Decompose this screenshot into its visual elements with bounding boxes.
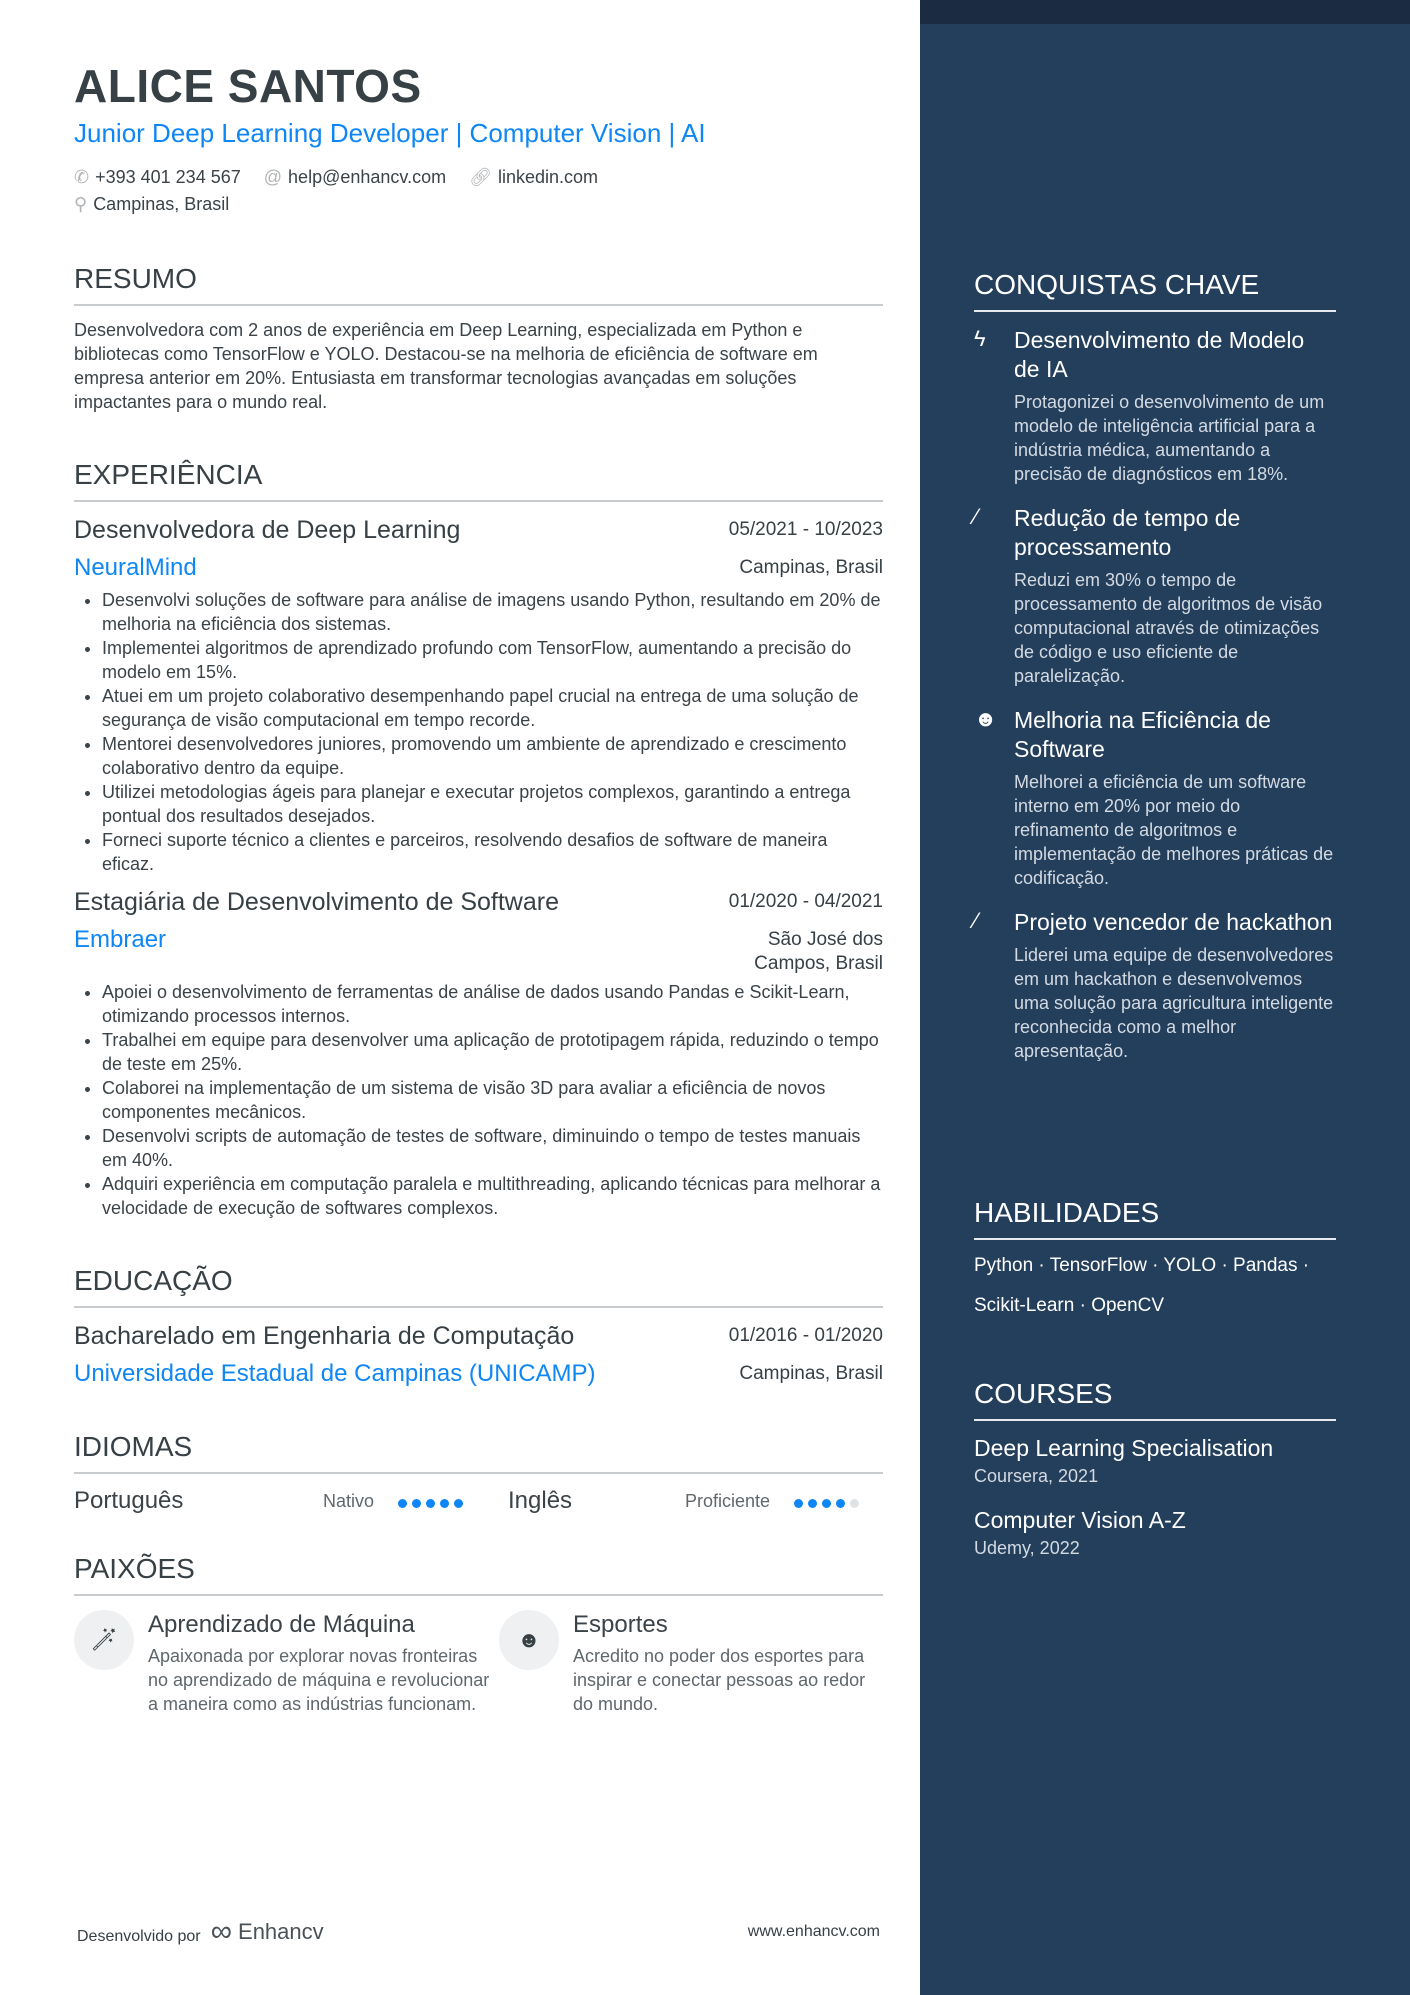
candidate-subtitle: Junior Deep Learning Developer | Computer Vision | AI <box>74 118 706 148</box>
passion-item <box>74 1610 499 1716</box>
language-level: Nativo <box>322 1490 374 1511</box>
bullet: • Colaborei na implementação de um sistema de visão 3D para avaliar a eficiência de novos componentes mecânicos. <box>102 1076 883 1124</box>
job-role: Desenvolvedora de Deep Learning <box>74 516 461 544</box>
achievement-text: Reduzi em 30% o tempo de processamento de algoritmos de visão computacional através de otimizações de código e uso eficiente de paralelização. <box>1014 570 1323 686</box>
achievement-title: Melhoria na Eficiência de Software <box>1014 707 1271 762</box>
section-title-experience: EXPERIÊNCIA <box>74 458 883 502</box>
powered-by: Desenvolvido por <box>77 1928 201 1945</box>
passion-title: Esportes <box>573 1611 668 1638</box>
language-dots <box>794 1487 864 1515</box>
skills-line: Python · TensorFlow · YOLO · Pandas · <box>974 1255 1310 1276</box>
location-pin-icon: ⚲ <box>74 194 88 214</box>
email[interactable]: help@enhancv.com <box>288 167 447 187</box>
bullet: • Forneci suporte técnico a clientes e parceiros, resolvendo desafios de software de maneira eficaz. <box>102 828 883 876</box>
school: Universidade Estadual de Campinas (UNICAMP) <box>74 1360 596 1387</box>
course-detail: Coursera, 2021 <box>974 1466 1099 1486</box>
skills-section <box>974 1196 1336 1326</box>
language-level: Proficiente <box>684 1490 770 1511</box>
magic-wand-icon: 🪄︎ <box>74 1610 134 1670</box>
sidebar <box>920 0 1410 1995</box>
job-company: Embraer <box>74 926 167 953</box>
level-dot <box>454 1499 463 1508</box>
passion-title: Aprendizado de Máquina <box>148 1611 415 1638</box>
summary-text: Desenvolvedora com 2 anos de experiência em Deep Learning, especializada em Python e bibliotecas como TensorFlow e YOLO. Destacou-se na melhoria de eficiência de software em empresa anterior em 20%. Entusiasta em transformar tecnologias avançadas em soluções impactantes para o mundo real. <box>74 320 818 412</box>
level-dot <box>794 1499 803 1508</box>
phone: +393 401 234 567 <box>95 167 241 187</box>
brand-name: Enhancv <box>238 1919 324 1944</box>
section-title-skills: HABILIDADES <box>974 1196 1336 1240</box>
achievement-text: Protagonizei o desenvolvimento de um modelo de inteligência artificial para a indústria médica, aumentando a precisão de diagnósticos em 18%. <box>1014 392 1325 484</box>
head-icon: ☻ <box>974 706 998 731</box>
infinity-icon: ∞ <box>210 1915 233 1948</box>
courses-section <box>974 1377 1336 1561</box>
candidate-name: ALICE SANTOS <box>74 60 422 112</box>
achievement-title: Desenvolvimento de Modelo de IA <box>1014 327 1305 382</box>
course-detail: Udemy, 2022 <box>974 1538 1080 1558</box>
achievement-title: Redução de tempo de processamento <box>1014 505 1241 560</box>
head-icon: ☻ <box>499 1610 559 1670</box>
level-dot <box>426 1499 435 1508</box>
section-title-achievements: CONQUISTAS CHAVE <box>974 268 1336 312</box>
main-column <box>74 58 883 1716</box>
job-dates: 05/2021 - 10/2023 <box>728 519 883 540</box>
enhancv-logo[interactable] <box>211 1915 324 1949</box>
achievements-section <box>974 268 1336 1063</box>
passions-list <box>74 1610 883 1716</box>
section-title-courses: COURSES <box>974 1377 1336 1421</box>
education-location: Campinas, Brasil <box>739 1363 883 1384</box>
section-title-languages: IDIOMAS <box>74 1430 883 1474</box>
language-dots <box>398 1487 508 1515</box>
bullet: • Desenvolvi soluções de software para análise de imagens usando Python, resultando em 20% de melhoria na eficiência dos sistemas. <box>102 588 883 636</box>
bullet: • Desenvolvi scripts de automação de testes de software, diminuindo o tempo de testes manuais em 40%. <box>102 1124 883 1172</box>
level-dot <box>412 1499 421 1508</box>
language-name: Português <box>74 1487 184 1514</box>
job-dates: 01/2020 - 04/2021 <box>728 891 883 912</box>
course-title: Deep Learning Specialisation <box>974 1435 1274 1461</box>
magic-wand-icon: ⁄ <box>974 908 978 933</box>
section-title-education: EDUCAÇÃO <box>74 1264 883 1308</box>
link-icon: 🔗︎ <box>469 167 492 187</box>
skills-line: Scikit-Learn · OpenCV <box>974 1295 1165 1316</box>
level-dot <box>808 1499 817 1508</box>
achievement-item <box>974 326 1336 486</box>
course-title: Computer Vision A-Z <box>974 1507 1186 1533</box>
level-dot <box>822 1499 831 1508</box>
magic-wand-icon: ⁄ <box>974 504 978 529</box>
education-dates: 01/2016 - 01/2020 <box>728 1325 883 1346</box>
job-entry <box>74 514 883 876</box>
job-bullets <box>74 588 883 876</box>
achievement-item <box>974 908 1336 1063</box>
phone-icon: ✆ <box>74 167 90 187</box>
linkedin[interactable]: linkedin.com <box>497 167 598 187</box>
bullet: • Trabalhei em equipe para desenvolver uma aplicação de prototipagem rápida, reduzindo o tempo de teste em 25%. <box>102 1028 883 1076</box>
bullet: • Utilizei metodologias ágeis para planejar e executar projetos complexos, garantindo a entrega pontual dos resultados desejados. <box>102 780 883 828</box>
languages-row <box>74 1484 883 1518</box>
passion-text: Acredito no poder dos esportes para inspirar e conectar pessoas ao redor do mundo. <box>573 1646 866 1714</box>
level-dot <box>440 1499 449 1508</box>
bullet: • Apoiei o desenvolvimento de ferramentas de análise de dados usando Pandas e Scikit-Learn, otimizando processos internos. <box>102 980 883 1028</box>
job-location: Campinas, Brasil <box>739 557 883 578</box>
level-dot <box>398 1499 407 1508</box>
bullet: • Mentorei desenvolvedores juniores, promovendo um ambiente de aprendizado e crescimento colaborativo dentro da equipe. <box>102 732 883 780</box>
at-icon: @ <box>263 167 283 187</box>
passion-text: Apaixonada por explorar novas fronteiras no aprendizado de máquina e revolucionar a maneira como as indústrias funcionam. <box>148 1646 490 1714</box>
lightning-icon: ϟ <box>974 326 986 351</box>
achievement-title: Projeto vencedor de hackathon <box>1014 909 1333 935</box>
website-link[interactable]: www.enhancv.com <box>747 1923 880 1940</box>
bullet: • Atuei em um projeto colaborativo desempenhando papel crucial na entrega de uma solução de segurança de visão computacional em tempo recorde. <box>102 684 883 732</box>
achievement-text: Melhorei a eficiência de um software interno em 20% por meio do refinamento de algoritmos e implementação de melhores práticas de codificação. <box>1014 772 1334 888</box>
sidebar-top-band <box>920 0 1410 24</box>
section-title-summary: RESUMO <box>74 262 883 306</box>
footer <box>77 1915 880 1949</box>
job-entry <box>74 886 883 1220</box>
passion-item <box>499 1610 883 1716</box>
level-dot <box>850 1499 859 1508</box>
language-name: Inglês <box>508 1487 573 1514</box>
bullet: • Adquiri experiência em computação paralela e multithreading, aplicando técnicas para melhorar a velocidade de execução de softwares complexos. <box>102 1172 883 1220</box>
achievement-item <box>974 504 1336 688</box>
location: Campinas, Brasil <box>93 194 230 214</box>
degree: Bacharelado em Engenharia de Computação <box>74 1322 575 1350</box>
bullet: • Implementei algoritmos de aprendizado profundo com TensorFlow, aumentando a precisão do modelo em 15%. <box>102 636 883 684</box>
contact-info <box>74 164 883 218</box>
achievement-text: Liderei uma equipe de desenvolvedores em um hackathon e desenvolvemos uma solução para agricultura inteligente reconhecida como a melhor apresentação. <box>1014 945 1334 1061</box>
achievement-item <box>974 706 1336 890</box>
job-company: NeuralMind <box>74 554 197 581</box>
job-bullets <box>74 980 883 1220</box>
job-location: São José dos Campos, Brasil <box>754 929 883 974</box>
job-role: Estagiária de Desenvolvimento de Software <box>74 888 559 916</box>
level-dot <box>836 1499 845 1508</box>
section-title-passions: PAIXÕES <box>74 1552 883 1596</box>
